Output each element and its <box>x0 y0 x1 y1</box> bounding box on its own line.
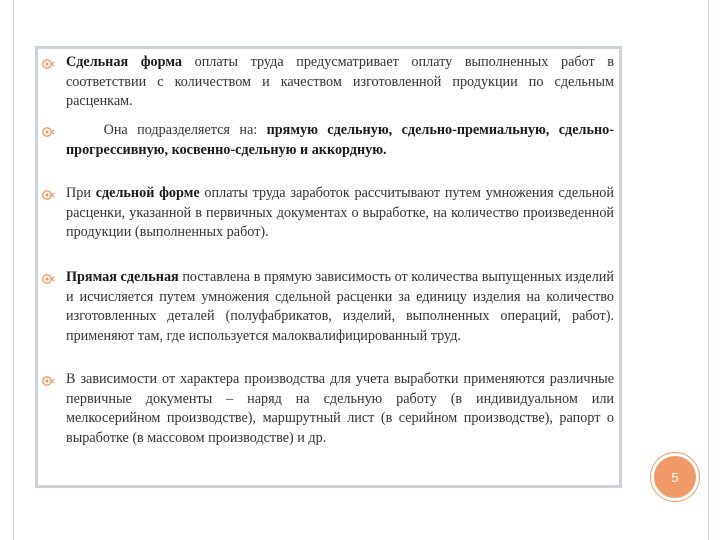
right-edge-line <box>708 0 709 540</box>
fleuron-bullet-icon <box>41 125 55 139</box>
fleuron-bullet-icon <box>41 188 55 202</box>
paragraph-4-text: поставлена в прямую зависимость от количества выпущенных изделий и исчисляется путем умножения сдельной расценки за единицу изделия на количество изготовленных деталей (полуфабрикатов, изделий, выполненных операций, работ). применяют там, где используется малоквалифицированный труд. <box>66 269 614 344</box>
fleuron-bullet-icon <box>41 272 55 286</box>
paragraph-1-bold: Сдельная форма <box>66 54 182 70</box>
paragraph-4-bold: Прямая сдельная <box>66 269 179 285</box>
paragraph-2-text: Она подразделяется на: <box>103 122 267 138</box>
fleuron-bullet-icon <box>41 57 55 71</box>
paragraph-3-text: оплаты труда заработок рассчитывают путем умножения сдельной расценки, указанной в первичных документах о выработке, на количество произведенной продукции (выполненных работ). <box>66 185 614 240</box>
page-number-badge <box>651 453 699 501</box>
paragraph-2-indent <box>66 122 104 138</box>
paragraph-1-text: оплаты труда предусматривает оплату выполненных работ в соответствии с количеством и качеством изготовленной продукции по сдельным расценкам. <box>66 54 614 109</box>
paragraph-5-text: В зависимости от характера производства для учета выработки применяются различные первичные документы – наряд на сдельную работу (в индивидуальном или мелкосерийном производстве), маршрутный лист (в серийном производстве), рапорт о выработке (в массовом производстве) и др. <box>66 371 614 446</box>
paragraph-4 <box>66 268 614 346</box>
paragraph-2 <box>66 121 614 160</box>
paragraph-3-bold: сдельной форме <box>95 185 200 201</box>
fleuron-bullet-icon <box>41 374 55 388</box>
left-edge-line <box>13 0 14 540</box>
paragraph-3-lead: При <box>66 185 96 201</box>
paragraph-1 <box>66 53 614 112</box>
page-number: 5 <box>671 469 679 485</box>
paragraph-2-bold: прямую сдельную, сдельно-премиальную, сдельно-прогрессивную, косвенно-сдельную и аккордную. <box>66 122 614 158</box>
paragraph-3 <box>66 184 614 243</box>
paragraph-5 <box>66 370 614 448</box>
content-box <box>35 46 622 488</box>
